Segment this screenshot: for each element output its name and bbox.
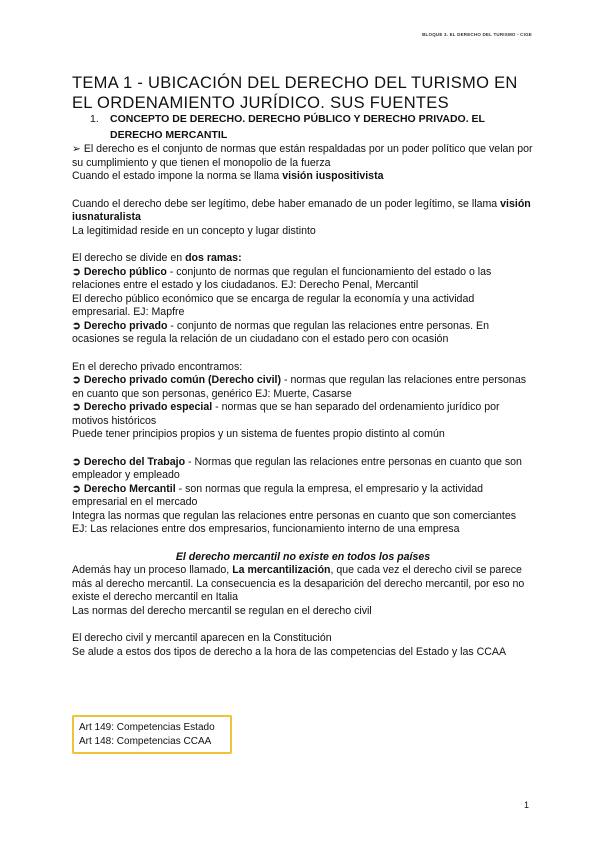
list-item: ➲ Derecho privado - conjunto de normas que regulan las relaciones entre personas. En ocasiones se regula la relación de un ciudadano con el estado pero con ocasión [72, 319, 489, 345]
subheading: El derecho mercantil no existe en todos los países [175, 550, 431, 563]
list-item: ➲ Derecho público - conjunto de normas que regulan el funcionamiento del estado o las relaciones entre el estado y los ciudadanos. EJ: Derecho Penal, Mercantil [72, 265, 492, 291]
paragraph: Además hay un proceso llamado, La mercantilización, que cada vez el derecho civil se parece más al derecho mercantil. La consecuencia es la desaparición del derecho mercantil, por eso no existe el derecho mercantil en Italia [72, 564, 525, 603]
paragraph: En el derecho privado encontramos: [72, 360, 243, 373]
page-number: 1 [524, 800, 530, 810]
paragraph: El derecho se divide en dos ramas: [72, 252, 242, 264]
articles-box [72, 715, 232, 754]
paragraph: ➢ El derecho es el conjunto de normas que están respaldadas por un poder político que velan por su cumplimiento y que tienen el monopolio de la fuerza [72, 143, 533, 169]
section-number: 1. [90, 113, 99, 125]
paragraph: Cuando el estado impone la norma se llama visión iuspositivista [72, 170, 384, 182]
paragraph: Cuando el derecho debe ser legítimo, debe haber emanado de un poder legítimo, se llama visión iusnaturalista [72, 197, 531, 223]
article-148: Art 148: Competencias CCAA [79, 736, 212, 747]
list-item: ➲ Derecho Mercantil - son normas que regula la empresa, el empresario y la actividad empresarial en el mercado [72, 482, 484, 508]
paragraph: Integra las normas que regulan las relaciones entre personas en cuanto que son comerciantes EJ: Las relaciones entre dos empresarios, funcionamiento interno de una empresa [72, 509, 517, 535]
list-item: ➲ Derecho privado especial - normas que se han separado del ordenamiento jurídico por motivos históricos [72, 401, 500, 427]
document-body [72, 143, 534, 659]
list-item: ➲ Derecho del Trabajo - Normas que regulan las relaciones entre personas en cuanto que son empleador y empleado [72, 455, 522, 481]
document-title: TEMA 1 - UBICACIÓN DEL DERECHO DEL TURISMO EN EL ORDENAMIENTO JURÍDICO. SUS FUENTES [72, 74, 518, 112]
section-title-line1: CONCEPTO DE DERECHO. DERECHO PÚBLICO Y DERECHO PRIVADO. EL [110, 113, 485, 125]
section-title-line2: DERECHO MERCANTIL [110, 129, 228, 141]
paragraph: Puede tener principios propios y un sistema de fuentes propio distinto al común [72, 428, 445, 440]
running-header: BLOQUE 3. EL DERECHO DEL TURISMO - CIGE [422, 32, 532, 37]
paragraph: Las normas del derecho mercantil se regulan en el derecho civil [72, 604, 372, 617]
paragraph: El derecho civil y mercantil aparecen en la Constitución [72, 632, 332, 644]
paragraph: La legitimidad reside en un concepto y lugar distinto [72, 224, 316, 237]
paragraph: Se alude a estos dos tipos de derecho a la hora de las competencias del Estado y las CCAA [72, 645, 507, 658]
paragraph: El derecho público económico que se encarga de regular la economía y una actividad empresarial. EJ: Mapfre [72, 292, 475, 318]
article-149: Art 149: Competencias Estado [79, 722, 215, 733]
section-heading [90, 111, 530, 143]
list-item: ➲ Derecho privado común (Derecho civil) - normas que regulan las relaciones entre personas en cuanto que son personas, genérico EJ: Muerte, Casarse [72, 374, 527, 400]
